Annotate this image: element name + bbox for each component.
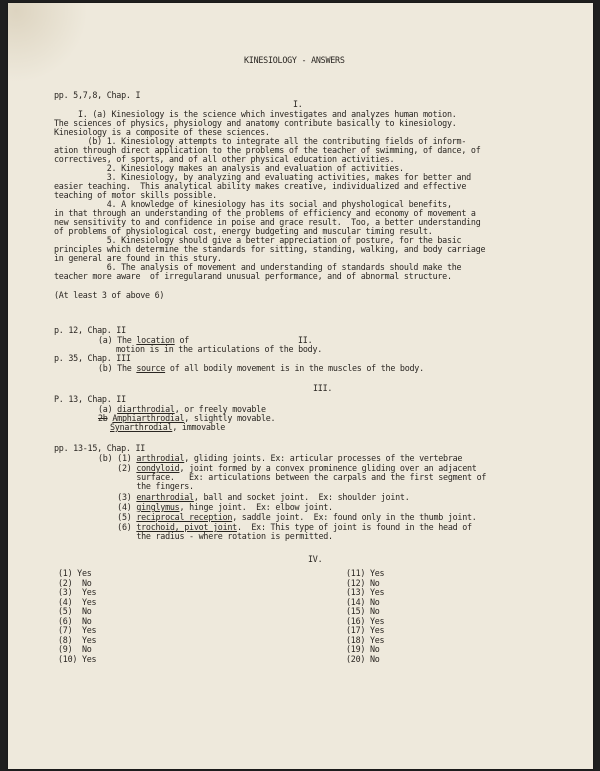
answer-item: (12) No [346, 577, 380, 588]
section1-line: new sensitivity to and confidence in poise and grace result. Too, a better understanding [54, 217, 481, 227]
section1-line: of problems of physiological cost, energy budgeting and muscular timing result. [54, 226, 433, 236]
answer-item: (1) Yes [58, 568, 92, 578]
answer-item: (9) No [58, 644, 92, 654]
answer-item: (5) No [58, 606, 92, 616]
answer-item: (17) Yes [346, 625, 385, 635]
section3-b-line: (b) (1) arthrodial, gliding joints. Ex: articular processes of the vertebrae [98, 453, 463, 463]
document-title: KINESIOLOGY - ANSWERS [244, 55, 345, 65]
section3-answer-a1: (a) diarthrodial, or freely movable [98, 404, 266, 414]
answers-left-column [58, 569, 96, 664]
document-page [8, 3, 593, 769]
section1-line: ation through direct application to the problems of the teacher of swimming, of dance, of [54, 145, 481, 155]
section2-answer-a-cont: motion is in the articulations of the body. [116, 344, 323, 354]
section3-reference: pp. 13-15, Chap. II [54, 443, 146, 453]
section1-line: easier teaching. This analytical ability makes creative, individualized and effective [54, 181, 467, 191]
section1-line: 6. The analysis of movement and understanding of standards should make the [54, 262, 462, 272]
answer-item: (7) Yes [58, 625, 97, 635]
section1-line: in general are found in this stury. [54, 253, 222, 263]
section2-answer-a: (a) The location of [98, 335, 190, 345]
section1-line: 5. Kinesiology should give a better appreciation of posture, for the basic [54, 235, 462, 245]
section1-line: in that through an understanding of the problems of efficiency and economy of movement a [54, 208, 476, 218]
section3-numeral: III. [313, 383, 333, 393]
section1-numeral: I. [293, 99, 303, 109]
answer-item: (15) No [346, 606, 380, 616]
section1-line: 2. Kinesiology makes an analysis and evaluation of activities. [54, 163, 404, 173]
section1-line: 4. A knowledge of kinesiology has its social and physhological benefits, [54, 199, 452, 209]
section1-note: (At least 3 of above 6) [54, 290, 165, 300]
answer-item: (2) No [58, 577, 92, 588]
section3-b-line: (2) condyloid, joint formed by a convex prominence gliding over an adjacent [98, 463, 477, 473]
answer-item: (13) Yes [346, 587, 385, 597]
section1-line: teacher more aware of irregularand unusual performance, and of abnormal structure. [54, 271, 452, 281]
section1-reference: pp. 5,7,8, Chap. I [54, 90, 141, 100]
section3-b-line: the radius - where rotation is permitted. [136, 531, 333, 541]
section2-numeral: II. [298, 335, 313, 345]
section3-answer-a2: 2b Amphiarthrodial, slightly movable. [98, 413, 276, 423]
section1-line: principles which determine the standards for sitting, standing, walking, and body carriage [54, 244, 486, 254]
section2-answer-b: (b) The source of all bodily movement is in the muscles of the body. [98, 363, 424, 373]
section1-line: 3. Kinesiology, by analyzing and evaluating activities, makes for better and [54, 172, 471, 182]
section3-b-line: (6) trochoid, pivot joint. Ex: This type of joint is found in the head of [98, 522, 472, 532]
section1-line: correctives, of sports, and of all other physical education activities. [54, 154, 395, 164]
answer-item: (19) No [346, 644, 380, 654]
answer-item: (3) Yes [58, 587, 97, 597]
answer-item: (16) Yes [346, 615, 385, 626]
answer-item: (11) Yes [346, 568, 385, 578]
answer-item: (20) No [346, 653, 380, 664]
section3-b-line: (3) enarthrodial, ball and socket joint. Ex: shoulder joint. [98, 492, 410, 502]
section3-answer-a3: Synarthrodial, immovable [110, 422, 226, 432]
section3-b-line: (5) reciprocal reception, saddle joint. Ex: found only in the thumb joint. [98, 512, 477, 522]
section3-b-line: surface. Ex: articulations between the carpals and the first segment of [136, 472, 487, 482]
answer-item: (10) Yes [58, 653, 97, 664]
answer-item: (6) No [58, 615, 92, 626]
section3-reference: P. 13, Chap. II [54, 394, 126, 404]
section1-line: Kinesiology is a composite of these sciences. [54, 127, 270, 137]
paper-stain [8, 3, 88, 83]
section4-numeral: IV. [308, 554, 323, 564]
answer-item: (18) Yes [346, 634, 385, 645]
section2-reference: p. 12, Chap. II [54, 325, 126, 335]
answer-item: (8) Yes [58, 634, 97, 645]
section1-line: The sciences of physics, physiology and anatomy contribute basically to kinesiology. [54, 118, 457, 128]
answer-item: (4) Yes [58, 596, 97, 607]
section1-line: I. (a) Kinesiology is the science which investigates and analyzes human motion. [54, 109, 457, 119]
answer-item: (14) No [346, 596, 380, 607]
section2-reference: p. 35, Chap. III [54, 353, 131, 363]
section3-b-line: the fingers. [136, 481, 194, 491]
section1-line: (b) 1. Kinesiology attempts to integrate all the contributing fields of inform- [54, 136, 467, 146]
answers-right-column [346, 569, 384, 664]
section1-line: teaching of motor skills possible. [54, 190, 217, 200]
section3-b-line: (4) ginglymus, hinge joint. Ex: elbow joint. [98, 502, 333, 512]
